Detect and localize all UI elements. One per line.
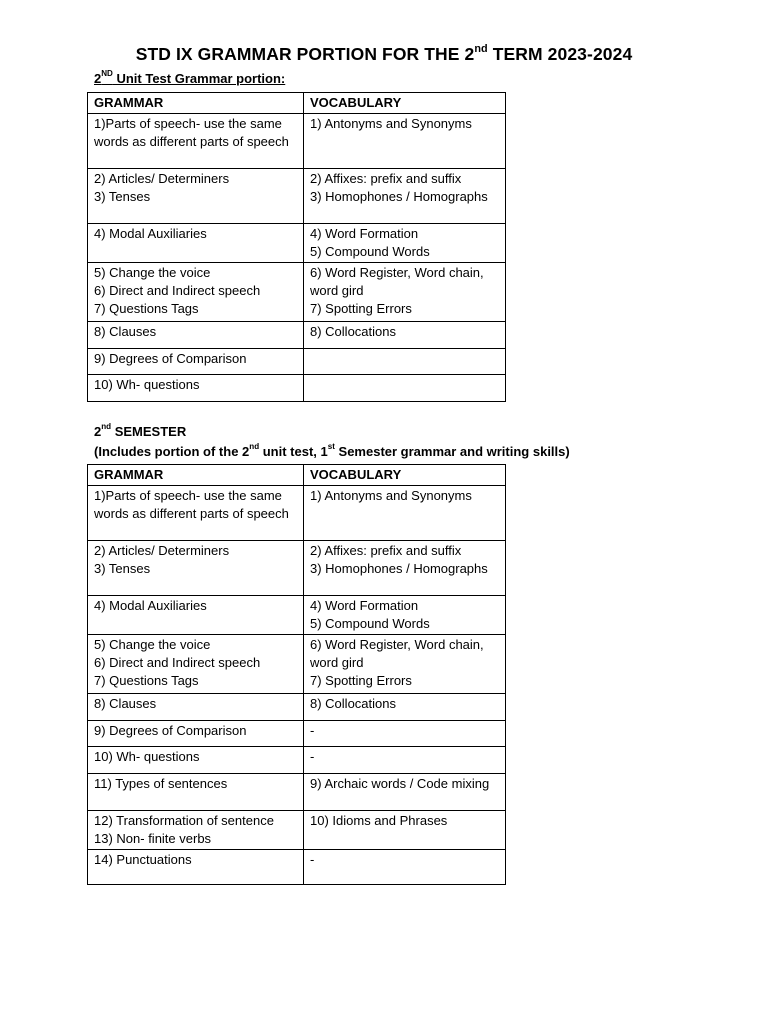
grammar-cell xyxy=(88,224,304,263)
table-row xyxy=(88,169,506,224)
title-text: STD IX GRAMMAR PORTION FOR THE 2 xyxy=(135,44,475,64)
table-row xyxy=(88,322,506,349)
grammar-item: 8) Clauses xyxy=(94,696,157,711)
vocabulary-cell xyxy=(304,263,506,322)
unit-test-heading-superscript: ND xyxy=(101,69,113,79)
table-row xyxy=(88,349,506,375)
grammar-cell xyxy=(88,169,304,224)
grammar-item: 9) Degrees of Comparison xyxy=(94,723,247,738)
semester-note-part-3: Semester grammar and writing skills) xyxy=(334,444,570,459)
grammar-item: 9) Degrees of Comparison xyxy=(94,351,247,366)
vocabulary-item: 9) Archaic words / Code mixing xyxy=(310,776,490,791)
grammar-cell xyxy=(88,850,304,885)
table-row xyxy=(88,114,506,169)
grammar-cell xyxy=(88,486,304,541)
semester-heading-number: 2 xyxy=(94,424,102,439)
vocabulary-item: 7) Spotting Errors xyxy=(310,673,412,688)
unit-test-heading-number: 2 xyxy=(94,71,102,86)
unit-test-table xyxy=(87,92,506,402)
semester-note-superscript-2: st xyxy=(327,442,335,452)
table-row xyxy=(88,375,506,402)
semester-table xyxy=(87,464,506,885)
vocabulary-item: 4) Word Formation xyxy=(310,226,419,241)
grammar-column-header: GRAMMAR xyxy=(88,465,304,486)
unit-test-heading-text: Unit Test Grammar portion: xyxy=(112,71,286,86)
table-row xyxy=(88,850,506,885)
vocabulary-cell xyxy=(304,811,506,850)
vocabulary-cell xyxy=(304,349,506,375)
grammar-item: 5) Change the voice xyxy=(94,637,211,652)
semester-note-part-2: unit test, 1 xyxy=(259,444,328,459)
vocabulary-item: 7) Spotting Errors xyxy=(310,301,412,316)
title-suffix: TERM 2023-2024 xyxy=(487,44,633,64)
grammar-cell xyxy=(88,811,304,850)
vocabulary-item: 10) Idioms and Phrases xyxy=(310,813,448,828)
grammar-cell xyxy=(88,635,304,694)
vocabulary-item: 3) Homophones / Homographs xyxy=(310,561,488,576)
vocabulary-item: 6) Word Register, Word chain, word gird xyxy=(310,265,484,298)
vocabulary-cell xyxy=(304,635,506,694)
vocabulary-cell xyxy=(304,541,506,596)
grammar-item: 4) Modal Auxiliaries xyxy=(94,226,207,241)
grammar-cell xyxy=(88,349,304,375)
grammar-item: 8) Clauses xyxy=(94,324,157,339)
grammar-cell xyxy=(88,694,304,721)
vocabulary-item: 8) Collocations xyxy=(310,696,396,711)
grammar-item: 2) Articles/ Determiners xyxy=(94,543,230,558)
semester-note-part-1: (Includes portion of the 2 xyxy=(94,444,250,459)
vocabulary-item: 5) Compound Words xyxy=(310,616,430,631)
grammar-item: 11) Types of sentences xyxy=(94,776,228,791)
table-row xyxy=(88,596,506,635)
grammar-cell xyxy=(88,721,304,747)
vocabulary-cell xyxy=(304,747,506,774)
grammar-cell xyxy=(88,114,304,169)
table-row xyxy=(88,263,506,322)
vocabulary-cell xyxy=(304,486,506,541)
vocabulary-cell xyxy=(304,375,506,402)
vocabulary-item: 3) Homophones / Homographs xyxy=(310,189,488,204)
table-row xyxy=(88,694,506,721)
table-row xyxy=(88,774,506,811)
vocabulary-cell xyxy=(304,721,506,747)
grammar-item: 1)Parts of speech- use the same words as different parts of speech xyxy=(94,116,289,149)
page-title xyxy=(0,44,768,65)
vocabulary-cell xyxy=(304,224,506,263)
grammar-item: 6) Direct and Indirect speech xyxy=(94,655,261,670)
vocabulary-item: 8) Collocations xyxy=(310,324,396,339)
grammar-item: 2) Articles/ Determiners xyxy=(94,171,230,186)
vocabulary-cell xyxy=(304,114,506,169)
grammar-column-header: GRAMMAR xyxy=(88,93,304,114)
vocabulary-column-header: VOCABULARY xyxy=(304,93,506,114)
vocabulary-cell xyxy=(304,694,506,721)
grammar-item: 13) Non- finite verbs xyxy=(94,831,212,846)
vocabulary-item: 5) Compound Words xyxy=(310,244,430,259)
vocabulary-column-header: VOCABULARY xyxy=(304,465,506,486)
vocabulary-cell xyxy=(304,322,506,349)
grammar-item: 4) Modal Auxiliaries xyxy=(94,598,207,613)
vocabulary-item: 2) Affixes: prefix and suffix xyxy=(310,171,462,186)
vocabulary-cell xyxy=(304,169,506,224)
grammar-item: 3) Tenses xyxy=(94,561,151,576)
semester-table-body xyxy=(88,486,506,885)
semester-note-superscript-1: nd xyxy=(249,442,260,452)
vocabulary-item: 6) Word Register, Word chain, word gird xyxy=(310,637,484,670)
unit-test-heading xyxy=(94,71,285,86)
semester-note xyxy=(94,444,570,459)
table-row xyxy=(88,635,506,694)
grammar-item: 10) Wh- questions xyxy=(94,749,200,764)
grammar-cell xyxy=(88,774,304,811)
table-row xyxy=(88,747,506,774)
grammar-cell xyxy=(88,541,304,596)
title-superscript: nd xyxy=(474,42,488,55)
vocabulary-item: 1) Antonyms and Synonyms xyxy=(310,116,472,131)
vocabulary-item: 1) Antonyms and Synonyms xyxy=(310,488,472,503)
vocabulary-item: - xyxy=(310,723,315,738)
semester-heading-text: SEMESTER xyxy=(111,424,187,439)
vocabulary-cell xyxy=(304,850,506,885)
grammar-item: 5) Change the voice xyxy=(94,265,211,280)
grammar-cell xyxy=(88,596,304,635)
grammar-item: 10) Wh- questions xyxy=(94,377,200,392)
grammar-item: 3) Tenses xyxy=(94,189,151,204)
vocabulary-item: - xyxy=(310,852,315,867)
vocabulary-item: 2) Affixes: prefix and suffix xyxy=(310,543,462,558)
vocabulary-item: 4) Word Formation xyxy=(310,598,419,613)
table-row xyxy=(88,486,506,541)
semester-heading-superscript: nd xyxy=(101,422,112,432)
semester-heading xyxy=(94,424,186,439)
table-row xyxy=(88,811,506,850)
table-row xyxy=(88,224,506,263)
vocabulary-cell xyxy=(304,774,506,811)
grammar-cell xyxy=(88,322,304,349)
grammar-item: 7) Questions Tags xyxy=(94,301,199,316)
grammar-cell xyxy=(88,747,304,774)
grammar-item: 6) Direct and Indirect speech xyxy=(94,283,261,298)
table-row xyxy=(88,541,506,596)
grammar-item: 7) Questions Tags xyxy=(94,673,199,688)
vocabulary-cell xyxy=(304,596,506,635)
grammar-cell xyxy=(88,263,304,322)
table-row xyxy=(88,721,506,747)
grammar-item: 1)Parts of speech- use the same words as different parts of speech xyxy=(94,488,289,521)
unit-test-table-body xyxy=(88,114,506,402)
vocabulary-item: - xyxy=(310,749,315,764)
grammar-item: 12) Transformation of sentence xyxy=(94,813,274,828)
grammar-item: 14) Punctuations xyxy=(94,852,192,867)
grammar-cell xyxy=(88,375,304,402)
